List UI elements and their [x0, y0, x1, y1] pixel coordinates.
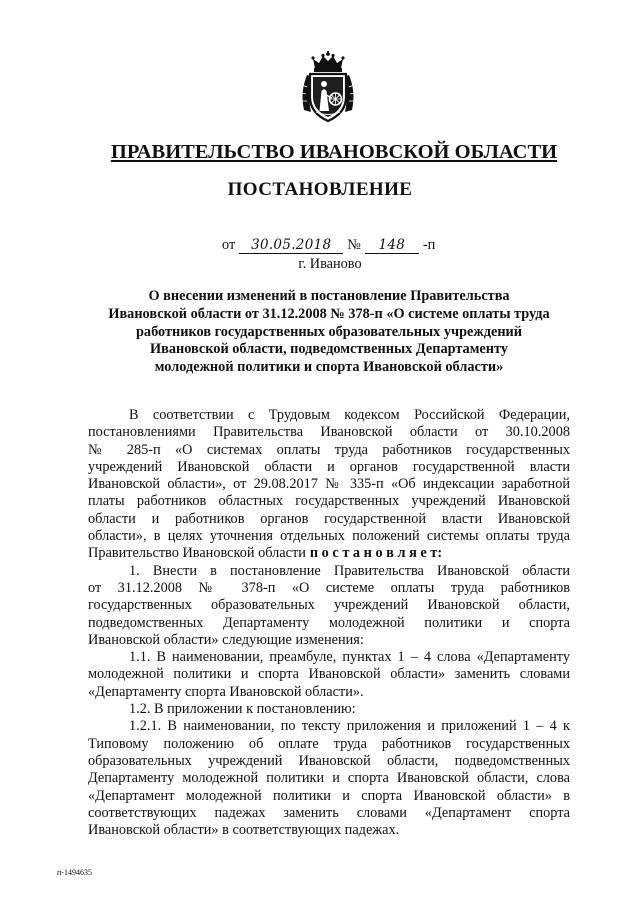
document-body	[88, 407, 570, 839]
document-number: 148	[365, 237, 419, 254]
body-line: 1.2.1. В наименовании, по тексту приложения и приложений 1 – 4 к	[129, 718, 570, 735]
title-line: молодежной политики и спорта Ивановской области»	[154, 359, 504, 376]
body-line: № 285-п «О системах оплаты труда работников государственных	[88, 441, 570, 458]
date-number-line	[222, 235, 435, 255]
body-line: 1.1. В наименовании, преамбуле, пунктах 1 – 4 слова «Департаменту	[129, 649, 570, 666]
document-title	[88, 288, 570, 377]
body-line: «Департамент молодежной политики и спорта Ивановской области» в	[88, 787, 570, 804]
body-line: В соответствии с Трудовым кодексом Российской Федерации,	[129, 407, 570, 423]
body-line: «Департаменту спорта Ивановской области».	[88, 683, 364, 700]
body-line: Ивановской области» следующие изменения:	[88, 631, 364, 648]
document-date: 30.05.2018	[239, 237, 343, 254]
date-prefix: от	[222, 237, 236, 253]
body-line: области и работников органов государственной власти Ивановской	[88, 510, 570, 527]
body-line: соответствующих падежах заменить словами «Департамент спорта	[88, 804, 570, 821]
body-line: молодежной политики и спорта Ивановской области» заменить словами	[88, 666, 570, 683]
enactment-line	[88, 545, 570, 562]
body-line: Департаменту молодежной политики и спорта Ивановской области, слова	[88, 770, 570, 787]
body-line: подведомственных Департаменту молодежной политики и спорта	[88, 614, 570, 631]
body-line: от 31.12.2008 № 378-п «О системе оплаты труда работников	[88, 579, 570, 596]
document-type: ПОСТАНОВЛЕНИЕ	[227, 179, 413, 200]
city: г. Иваново	[298, 256, 362, 272]
body-line: государственных образовательных учреждений Ивановской области,	[88, 597, 570, 614]
enactment-verb: п о с т а н о в л я е т:	[309, 545, 443, 562]
number-suffix: -п	[422, 237, 436, 253]
title-line: Ивановской области от 31.12.2008 № 378-п «О системе оплаты труда	[108, 305, 550, 322]
title-line: работников государственных образовательных учреждений	[135, 323, 523, 340]
body-line: Ивановской области», от 29.08.2017 № 335-п «Об индексации заработной	[88, 476, 570, 493]
body-line: Типовому положению об оплате труда работников государственных	[88, 735, 570, 752]
number-sign: №	[347, 237, 361, 253]
body-line: 1. Внести в постановление Правительства Ивановской области	[129, 562, 570, 579]
coat-of-arms-icon	[298, 51, 358, 123]
body-line: 1.2. В приложении к постановлению:	[129, 701, 356, 718]
document-code: п-1494635	[57, 868, 92, 877]
body-line: постановлениями Правительства Ивановской области от 30.10.2008	[88, 424, 570, 441]
title-line: Ивановской области, подведомственных Департаменту	[149, 341, 508, 358]
body-line: Ивановской области» в соответствующих падежах.	[88, 822, 400, 839]
government-name: ПРАВИТЕЛЬСТВО ИВАНОВСКОЙ ОБЛАСТИ	[110, 141, 558, 163]
body-line: образовательных учреждений Ивановской области, подведомственных	[88, 752, 570, 769]
body-line: области», в целях уточнения отдельных положений системы оплаты труда	[88, 528, 570, 545]
body-line: учреждений Ивановской области и органов государственной власти	[88, 458, 570, 475]
body-line: платы работников областных государственных учреждений Ивановской	[88, 493, 570, 510]
enactment-lead: Правительство Ивановской области	[88, 545, 306, 562]
title-line: О внесении изменений в постановление Правительства	[148, 288, 510, 304]
